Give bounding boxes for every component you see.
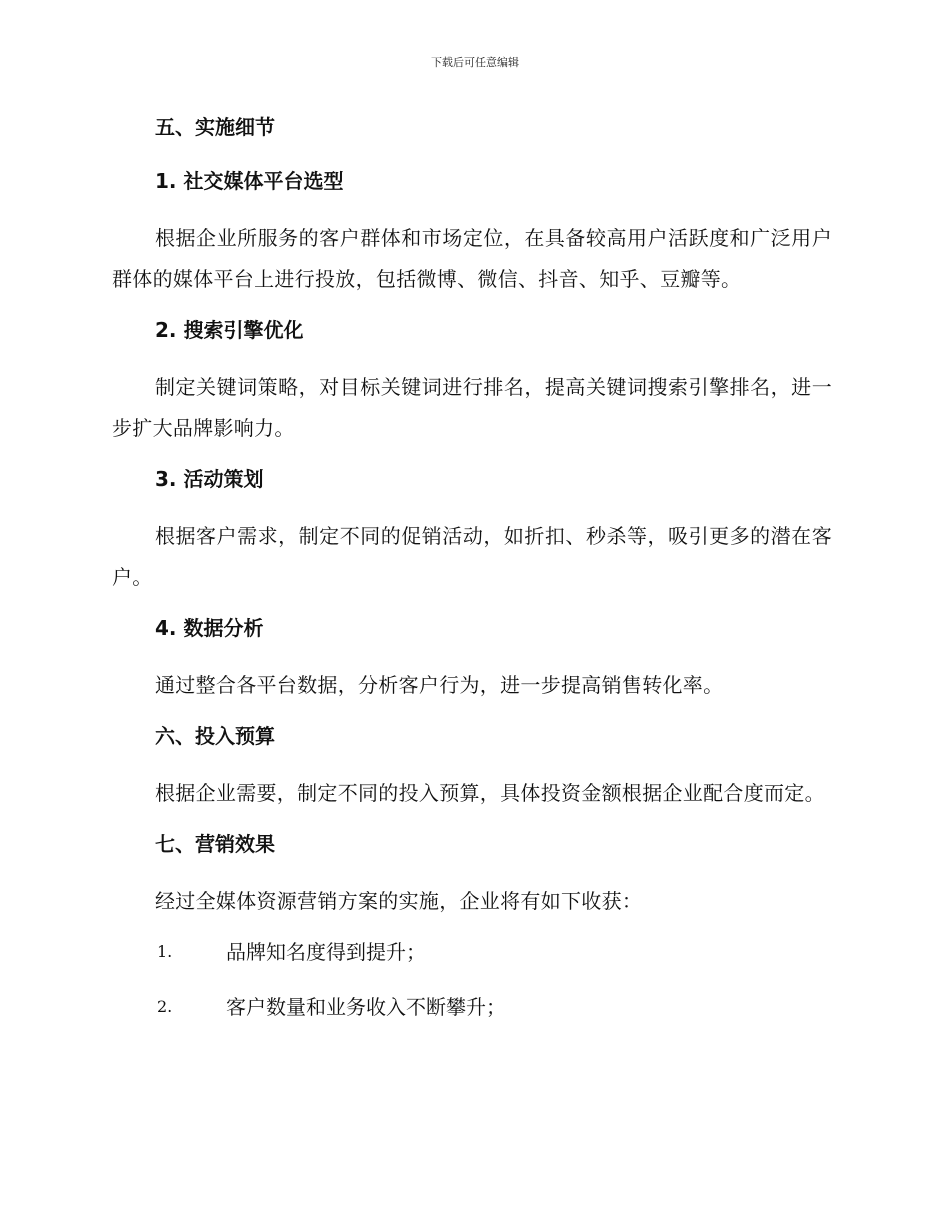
section-6-paragraph: 根据企业需要，制定不同的投入预算，具体投资金额根据企业配合度而定。 [155,781,825,805]
list-item [112,936,832,968]
list-item-text: 客户数量和业务收入不断攀升； [226,995,506,1019]
section-5-3-heading: 3. 活动策划 [155,467,264,491]
section-5-4-heading: 4. 数据分析 [155,616,264,640]
section-6-heading: 六、投入预算 [155,724,275,748]
section-7-heading: 七、营销效果 [155,832,275,856]
section-5-1-paragraph: 根据企业所服务的客户群体和市场定位，在具备较高用户活跃度和广泛用户群体的媒体平台上进行投放，包括微博、微信、抖音、知乎、豆瓣等。 [112,226,832,291]
list-number: 2. [157,997,173,1016]
list-number: 1. [157,942,173,961]
section-5-2-paragraph: 制定关键词策略，对目标关键词进行排名，提高关键词搜索引擎排名，进一步扩大品牌影响力。 [112,375,832,440]
section-5-heading: 五、实施细节 [155,115,275,139]
section-7-paragraph: 经过全媒体资源营销方案的实施，企业将有如下收获： [155,889,643,913]
section-5-1-heading: 1. 社交媒体平台选型 [155,169,344,193]
document-body [112,111,832,1023]
section-5-2-heading: 2. 搜索引擎优化 [155,318,304,342]
list-item-text: 品牌知名度得到提升； [226,940,426,964]
header-note: 下载后可任意编辑 [431,56,519,69]
section-5-4-paragraph: 通过整合各平台数据，分析客户行为，进一步提高销售转化率。 [155,673,724,697]
list-item [112,991,832,1023]
section-5-3-paragraph: 根据客户需求，制定不同的促销活动，如折扣、秒杀等，吸引更多的潜在客户。 [112,524,832,589]
